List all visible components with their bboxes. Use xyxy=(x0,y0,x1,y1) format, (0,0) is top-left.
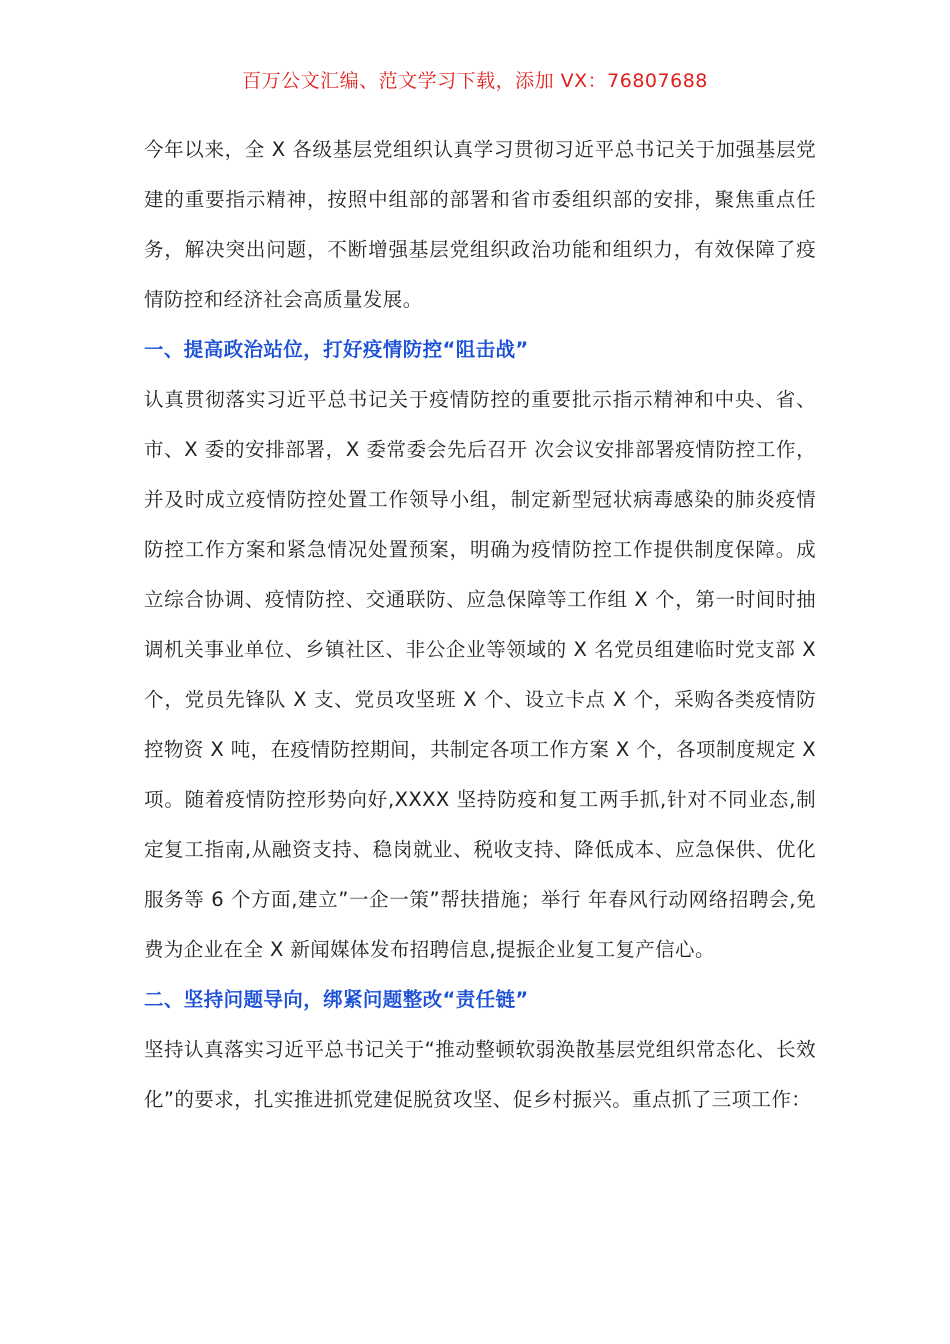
header-banner: 百万公文汇编、范文学习下载，添加 VX：76807688 xyxy=(242,70,708,92)
intro-paragraph: 今年以来，全 X 各级基层党组织认真学习贯彻习近平总书记关于加强基层党建的重要指示精神，按照中组部的部署和省市委组织部的安排，聚焦重点任务，解决突出问题，不断增强基层党组织政治功能和组织力，有效保障了疫情防控和经济社会高质量发展。 xyxy=(144,138,816,311)
section-2-heading: 二、坚持问题导向，绑紧问题整改“责任链” xyxy=(144,988,529,1011)
section-2-paragraph: 坚持认真落实习近平总书记关于“推动整顿软弱涣散基层党组织常态化、长效化”的要求，扎实推进抓党建促脱贫攻坚、促乡村振兴。重点抓了三项工作： xyxy=(144,1038,816,1111)
section-1-heading: 一、提高政治站位，打好疫情防控“阻击战” xyxy=(144,338,529,361)
document-body xyxy=(144,125,816,1125)
section-1-paragraph: 认真贯彻落实习近平总书记关于疫情防控的重要批示指示精神和中央、省、市、X 委的安排部署，X 委常委会先后召开 次会议安排部署疫情防控工作，并及时成立疫情防控处置工作领导小组，制定新型冠状病毒感染的肺炎疫情防控工作方案和紧急情况处置预案，明确为疫情防控工作提供制度保障。成立综合协调、疫情防控、交通联防、应急保障等工作组 X 个，第一时间时抽调机关事业单位、乡镇社区、非公企业等领域的 X 名党员组建临时党支部 X 个，党员先锋队 X 支、党员攻坚班 X 个、设立卡点 X 个，采购各类疫情防控物资 X 吨，在疫情防控期间，共制定各项工作方案 X 个，各项制度规定 X 项。随着疫情防控形势向好,XXXX 坚持防疫和复工两手抓,针对不同业态,制定复工指南,从融资支持、稳岗就业、税收支持、降低成本、应急保供、优化服务等 6 个方面,建立”一企一策”帮扶措施；举行 年春风行动网络招聘会,免费为企业在全 X 新闻媒体发布招聘信息,提振企业复工复产信心。 xyxy=(144,388,816,961)
